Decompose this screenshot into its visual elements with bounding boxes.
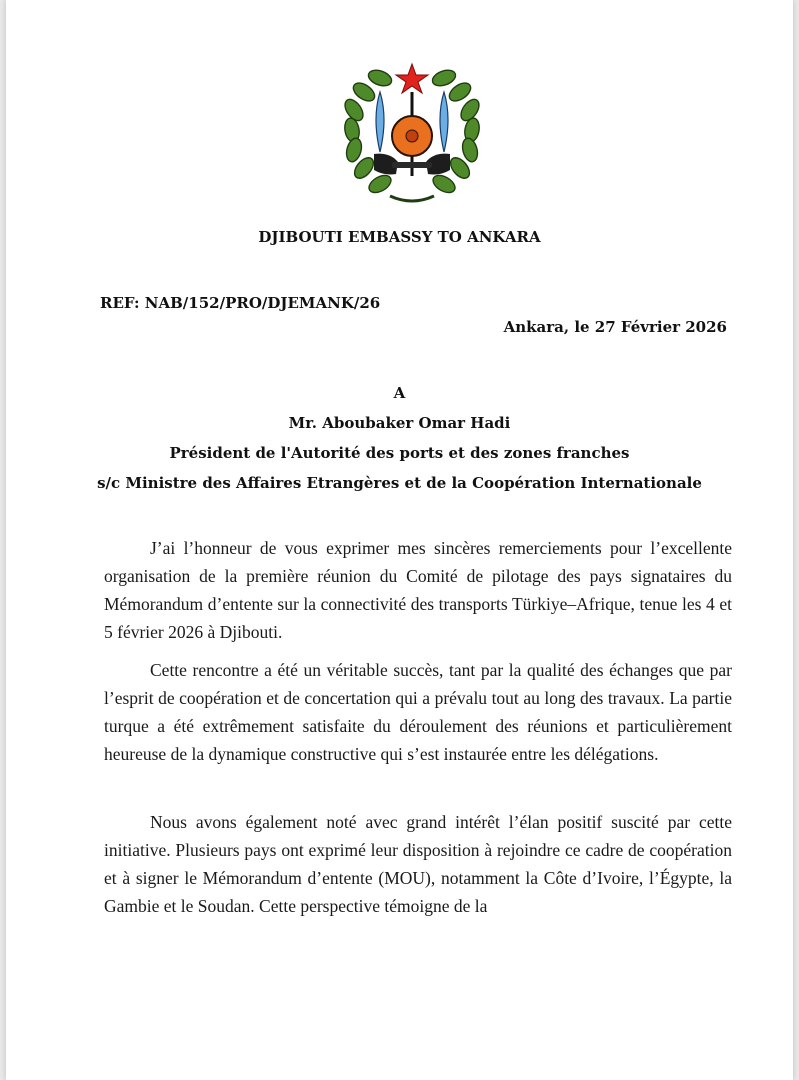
djibouti-coat-of-arms-icon: [332, 60, 492, 210]
reference-number: REF: NAB/152/PRO/DJEMANK/26: [100, 294, 381, 312]
body-paragraph: J’ai l’honneur de vous exprimer mes sincères remerciements pour l’excellente organisation de la première réunion du Comité de pilotage des pays signataires du Mémorandum d’entente sur la connectivité des transports Türkiye–Afrique, tenue les 4 et 5 février 2026 à Djibouti.: [104, 538, 732, 642]
date-line: Ankara, le 27 Février 2026: [503, 318, 727, 336]
recipient-name: Mr. Aboubaker Omar Hadi: [288, 414, 511, 432]
recipient-to: A: [393, 384, 406, 402]
recipient-via: s/c Ministre des Affaires Etrangères et de la Coopération Internationale: [97, 474, 702, 492]
recipient-title: Président de l'Autorité des ports et des zones franches: [169, 444, 630, 462]
embassy-heading: DJIBOUTI EMBASSY TO ANKARA: [258, 228, 541, 246]
body-paragraph: Nous avons également noté avec grand intérêt l’élan positif suscité par cette initiative. Plusieurs pays ont exprimé leur disposition à rejoindre ce cadre de coopération et à signer le Mémorandum d’entente (MOU), notamment la Côte d’Ivoire, l’Égypte, la Gambie et le Soudan. Cette perspective témoigne de la: [104, 812, 732, 916]
body-paragraph: Cette rencontre a été un véritable succès, tant par la qualité des échanges que par l’esprit de coopération et de concertation qui a prévalu tout au long des travaux. La partie turque a été extrêmement satisfaite du déroulement des réunions et particulièrement heureuse de la dynamique constructive qui s’est instaurée entre les délégations.: [104, 660, 732, 764]
